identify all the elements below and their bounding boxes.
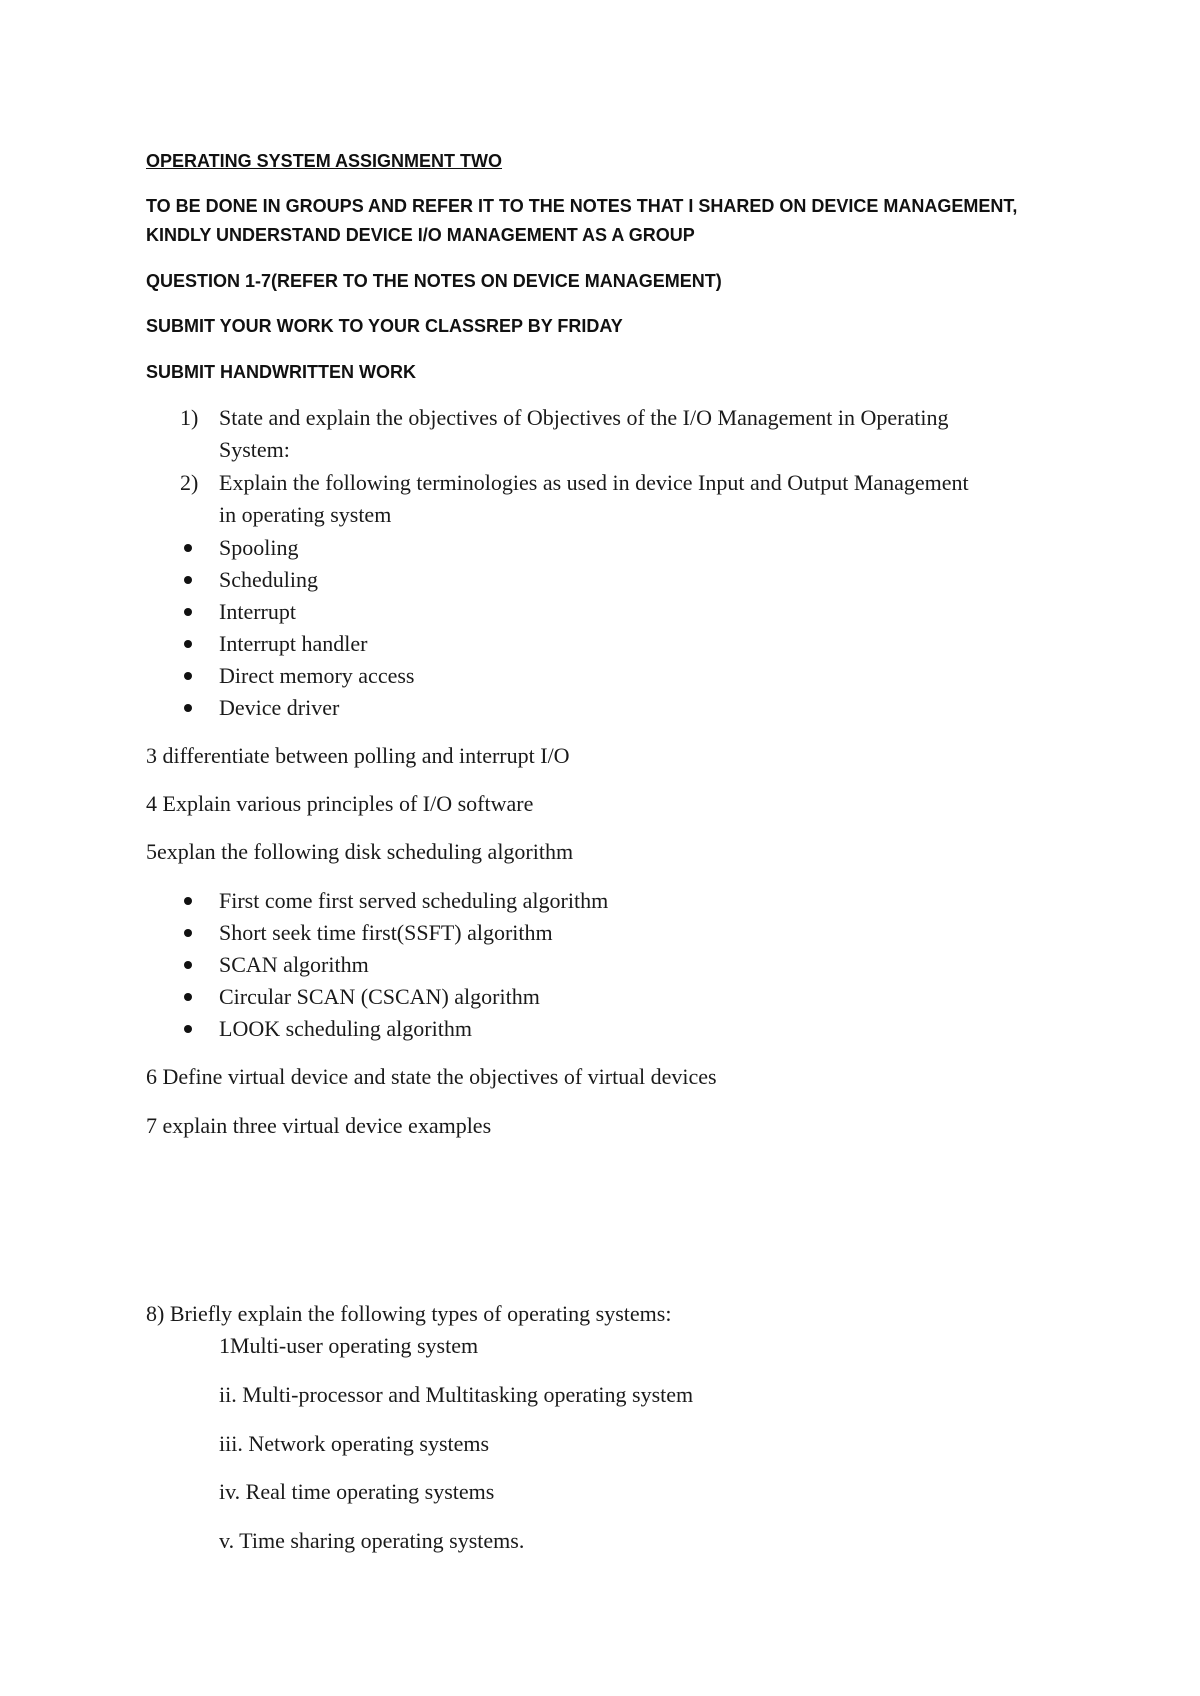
bullet-icon (184, 993, 192, 1001)
bullet-icon (184, 704, 192, 712)
question-1-line-1: State and explain the objectives of Objectives of the I/O Management in Operating (219, 405, 949, 430)
q8-item-time-sharing: v. Time sharing operating systems. (219, 1528, 525, 1553)
q2-item-device-driver: Device driver (219, 695, 340, 720)
bullet-icon (184, 929, 192, 937)
q2-item-scheduling: Scheduling (219, 567, 318, 592)
q5-item-scan: SCAN algorithm (219, 952, 369, 977)
question-6: 6 Define virtual device and state the objectives of virtual devices (146, 1064, 717, 1089)
q2-item-interrupt: Interrupt (219, 599, 296, 624)
question-8: 8) Briefly explain the following types of operating systems: (146, 1301, 672, 1326)
q5-item-sstf: Short seek time first(SSFT) algorithm (219, 920, 553, 945)
bullet-icon (184, 576, 192, 584)
question-1-number: 1) (180, 405, 199, 430)
submit-classrep-note: SUBMIT YOUR WORK TO YOUR CLASSREP BY FRIDAY (146, 316, 623, 336)
submit-handwritten-note: SUBMIT HANDWRITTEN WORK (146, 362, 416, 382)
bullet-icon (184, 544, 192, 552)
bullet-icon (184, 961, 192, 969)
instruction-line-1: TO BE DONE IN GROUPS AND REFER IT TO THE NOTES THAT I SHARED ON DEVICE MANAGEMENT, (146, 196, 1018, 216)
question-2-number: 2) (180, 470, 199, 495)
q5-item-fcfs: First come first served scheduling algorithm (219, 888, 609, 913)
bullet-icon (184, 672, 192, 680)
question-7: 7 explain three virtual device examples (146, 1113, 492, 1138)
bullet-icon (184, 897, 192, 905)
q8-item-real-time: iv. Real time operating systems (219, 1479, 495, 1504)
question-1-line-2: System: (219, 437, 290, 462)
q8-item-multi-processor: ii. Multi-processor and Multitasking operating system (219, 1382, 694, 1407)
question-3: 3 differentiate between polling and interrupt I/O (146, 743, 570, 768)
q8-item-multi-user: 1Multi-user operating system (219, 1333, 479, 1358)
bullet-icon (184, 608, 192, 616)
q2-item-spooling: Spooling (219, 535, 299, 560)
bullet-icon (184, 640, 192, 648)
question-2-line-1: Explain the following terminologies as used in device Input and Output Management (219, 470, 969, 495)
q8-item-network: iii. Network operating systems (219, 1431, 490, 1456)
q2-item-dma: Direct memory access (219, 663, 415, 688)
instruction-line-2: KINDLY UNDERSTAND DEVICE I/O MANAGEMENT AS A GROUP (146, 225, 695, 245)
question-range-note: QUESTION 1-7(REFER TO THE NOTES ON DEVICE MANAGEMENT) (146, 271, 722, 291)
assignment-title: OPERATING SYSTEM ASSIGNMENT TWO (146, 151, 503, 171)
question-5: 5explan the following disk scheduling algorithm (146, 839, 574, 864)
q5-item-cscan: Circular SCAN (CSCAN) algorithm (219, 984, 540, 1009)
q2-item-interrupt-handler: Interrupt handler (219, 631, 368, 656)
bullet-icon (184, 1025, 192, 1033)
question-2-line-2: in operating system (219, 502, 392, 527)
question-4: 4 Explain various principles of I/O software (146, 791, 534, 816)
q5-item-look: LOOK scheduling algorithm (219, 1016, 472, 1041)
